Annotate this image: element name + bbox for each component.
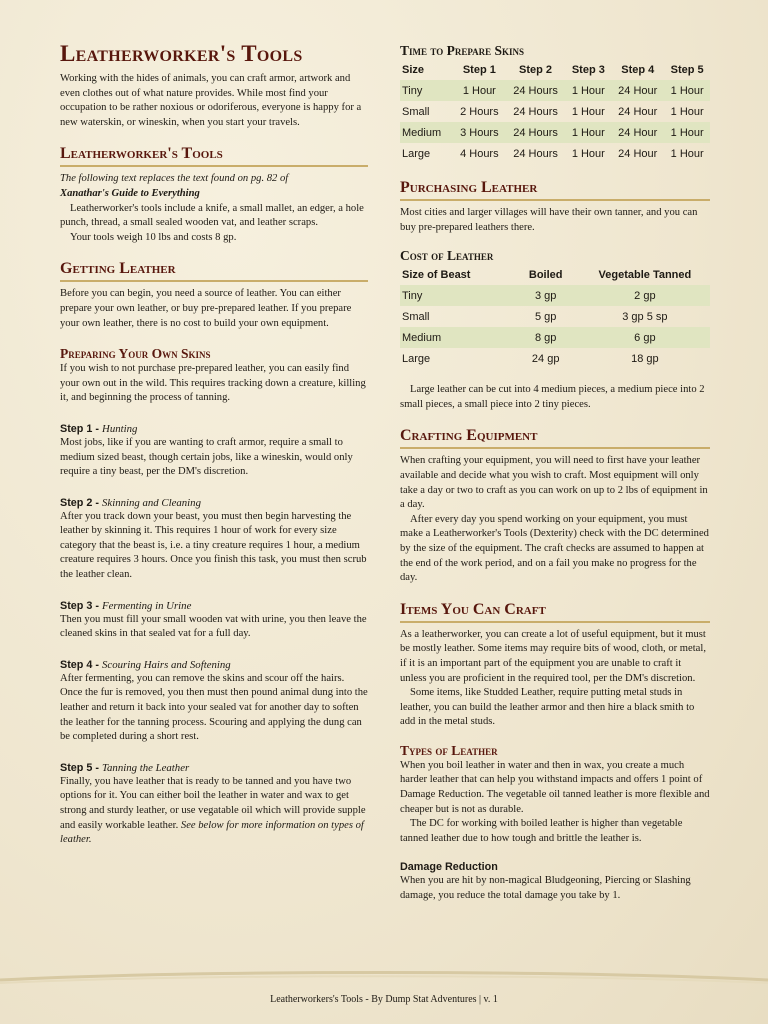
table-row (400, 285, 710, 306)
table-cell: 24 Hours (506, 80, 566, 101)
footer-flourish (0, 966, 768, 986)
table-cell: Small (402, 310, 430, 323)
column-header: Step 4 (621, 63, 655, 76)
table-cell: 1 Hour (664, 80, 710, 101)
time-table-heading: Time to Prepare Skins (400, 43, 525, 58)
tools-para-1: Leatherworker's tools include a knife, a small mallet, an edger, a hole punch, thread, a small sealed wooden vat, and leather scraps. (60, 202, 364, 229)
table-cell: 24 Hours (513, 105, 558, 118)
table-row (400, 101, 710, 122)
table-header-row (400, 264, 710, 285)
table-cell: 24 Hour (611, 122, 664, 143)
column-header: Size (402, 63, 425, 76)
preparing-text: If you wish to not purchase pre-prepared leather, you can easily find your own out in the wild. This requires tracking down a creature, killing it, and beginning the process of tanning. (60, 363, 366, 404)
table-row (400, 80, 710, 101)
left-column (60, 40, 368, 848)
table-cell: 2 Hours (460, 105, 499, 118)
table-row (400, 348, 710, 369)
types-para-2: The DC for working with boiled leather is higher than vegetable tanned leather due to how tough and brittle the leather is. (400, 818, 683, 844)
table-row (400, 306, 710, 327)
table-cell: Tiny (400, 285, 512, 306)
table-cell: Small (402, 105, 430, 118)
getting-leather-heading: Getting Leather (60, 259, 368, 282)
table-cell: 24 Hours (506, 122, 566, 143)
table-cell: Medium (400, 327, 512, 348)
time-table (400, 59, 710, 164)
table-cell: 18 gp (631, 352, 659, 365)
column-header: Step 2 (519, 63, 553, 76)
cost-table (400, 264, 710, 369)
step-5-title: Step 5 - Tanning the Leather (60, 761, 190, 774)
column-header: Vegetable Tanned (598, 268, 692, 281)
step-3-text: Then you must fill your small wooden vat with urine, you then leave the cleaned skins in that sealed vat for a full day. (60, 613, 367, 640)
table-cell: 4 Hours (460, 147, 499, 160)
table-cell: 1 Hour (571, 105, 605, 118)
table-cell: 3 gp (512, 285, 580, 306)
table-cell: 1 Hour (664, 122, 710, 143)
table-row (400, 327, 710, 348)
replacement-note (60, 172, 368, 201)
preparing-heading: Preparing Your Own Skins (60, 346, 211, 362)
crafting-para-1: When crafting your equipment, you will need to first have your leather available and decide what you wish to craft. Most equipment will only take a day or two to craft as you can work on up to 2 lbs of equipment in a day. (400, 455, 708, 511)
step-2-title: Step 2 - Skinning and Cleaning (60, 496, 201, 509)
getting-leather-text: Before you can begin, you need a source of leather. You can either prepare your own leather, or buy pre-prepared leather. If you prepare your own leather, there is no cost to build your own equipment. (60, 288, 352, 329)
right-column (400, 40, 710, 904)
page-footer: Leatherworkers's Tools - By Dump Stat Adventures | v. 1 (270, 994, 498, 1005)
column-header: Size of Beast (402, 268, 471, 281)
table-cell: 1 Hour (566, 122, 612, 143)
table-cell: 24 Hour (618, 147, 658, 160)
book-title: Xanathar's Guide to Everything (60, 187, 200, 199)
types-para-1: When you boil leather in water and then in wax, you create a much harder leather that can help you withstand impacts and offers 1 point of Damage Reduction. The vegetable oil tanned leather is more flexible and cheaper but is not as durable. (400, 759, 710, 815)
table-row (400, 143, 710, 164)
items-heading: Items You Can Craft (400, 600, 710, 623)
crafting-para-2: After every day you spend working on your equipment, you must make a Leatherworker's Tools (Dexterity) check with the DC determined by the size of the equipment. The craft checks are assumed to happen at the end of the work period, and on a fail you make no progress for the day. (400, 513, 709, 584)
table-cell: 1 Hour (571, 147, 605, 160)
page-title: Leatherworker's Tools (60, 41, 303, 66)
items-para-2: Some items, like Studded Leather, require putting metal studs in leather, you can build the leather armor and then hire a black smith to add in the metal studs. (400, 687, 695, 728)
step-4-text: After fermenting, you can remove the skins and scour off the hairs. Once the fur is removed, you then must then pound animal dung into the leather and return it back into your sealed vat for another day to soften the leather for the tanning process. Scouring and applying the dung can be completed during a short rest. (60, 672, 368, 743)
table-cell: 24 Hour (618, 105, 658, 118)
column-header: Step 3 (571, 63, 605, 76)
table-cell: 6 gp (580, 327, 710, 348)
table-cell: 1 Hour (670, 147, 704, 160)
step-5-text: Finally, you have leather that is ready to be tanned and you have two options for it. You can either boil the leather in water and wax to get strong and sturdy leather, or use vegatable oil which will provide supple and easily workable leather. See below for more information on types of leather. (60, 775, 366, 846)
table-cell: 3 Hours (453, 122, 505, 143)
table-cell: 5 gp (534, 310, 557, 323)
step-1-text: Most jobs, like if you are wanting to craft armor, require a small to medium sized beast, though certain jobs, like a wineskin, would only require a tiny beast, per the DM's discretion. (60, 436, 353, 478)
types-heading: Types of Leather (400, 742, 498, 758)
column-header: Step 1 (462, 63, 496, 76)
intro-paragraph: Working with the hides of animals, you can craft armor, artwork and even clothes out of what nature provides. While most find your occupation to be rather noxious or odoriferous, everyone is happy for a new waterskin, or wineskin, when you start your travels. (60, 73, 362, 128)
table-cell: 24 Hours (513, 147, 558, 160)
table-cell: 2 gp (580, 285, 710, 306)
tools-heading: Leatherworker's Tools (60, 144, 368, 167)
crafting-heading: Crafting Equipment (400, 426, 710, 449)
note-text: The following text replaces the text found on pg. 82 of (60, 173, 289, 185)
table-row (400, 122, 710, 143)
column-header: Step 5 (670, 63, 704, 76)
damage-reduction-heading: Damage Reduction (400, 861, 498, 874)
step-2-text: After you track down your beast, you must then begin harvesting the leather by skinning it. This requires 1 hour of work for every size category that the beast is, i.e. a tiny creature requires 1 hour, a medium creature requires 3 hours. Once you finish this task, you must then scrub the leather clean. (60, 510, 367, 581)
table-cell: Large (402, 147, 431, 160)
table-cell: 1 Hour (670, 105, 704, 118)
table-cell: Large (402, 352, 431, 365)
table-cell: Medium (400, 122, 453, 143)
purchasing-text: Most cities and larger villages will have their own tanner, and you can buy pre-prepared leathers there. (400, 207, 698, 233)
cost-table-heading: Cost of Leather (400, 248, 494, 264)
step-4-title: Step 4 - Scouring Hairs and Softening (60, 658, 231, 671)
damage-reduction-text: When you are hit by non-magical Bludgeoning, Piercing or Slashing damage, you reduce the total damage you take by 1. (400, 875, 691, 902)
table-cell: 24 gp (531, 352, 560, 365)
column-header: Boiled (528, 268, 563, 281)
items-para-1: As a leatherworker, you can create a lot of useful equipment, but it must be mostly leather. Some items may require bits of wood, cloth, or metal, if it is an important part of the equipment you are unable to craft it unless you are proficient in the required tool, per the DM's discretion. (400, 628, 706, 684)
table-cell: 1 Hour (453, 80, 505, 101)
step-1-title: Step 1 - Hunting (60, 422, 138, 435)
tools-para-2: Your tools weigh 10 lbs and costs 8 gp. (70, 231, 237, 243)
table-cell: 3 gp 5 sp (622, 310, 668, 323)
step-3-title: Step 3 - Fermenting in Urine (60, 599, 192, 612)
table-cell: 24 Hour (611, 80, 664, 101)
table-cell: 8 gp (512, 327, 580, 348)
table-header-row (400, 59, 710, 80)
table-cell: 1 Hour (566, 80, 612, 101)
cost-note: Large leather can be cut into 4 medium pieces, a medium piece into 2 small pieces, a small piece into 2 tiny pieces. (400, 384, 705, 410)
purchasing-heading: Purchasing Leather (400, 178, 710, 201)
table-cell: Tiny (400, 80, 453, 101)
